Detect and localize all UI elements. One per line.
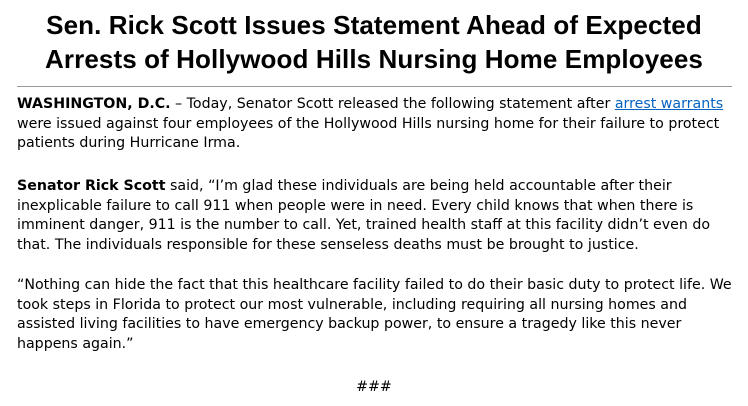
paragraph-intro bbox=[17, 95, 739, 154]
divider bbox=[17, 86, 732, 87]
intro-text-before-link: – Today, Senator Scott released the following statement after bbox=[170, 96, 615, 112]
intro-text-after-link: were issued against four employees of the Hollywood Hills nursing home for their failure to protect patients during Hurricane Irma. bbox=[17, 115, 720, 151]
paragraph-quote-2 bbox=[17, 276, 739, 354]
end-mark: ### bbox=[356, 379, 392, 395]
arrest-warrants-link[interactable]: arrest warrants bbox=[614, 96, 724, 112]
speaker-name: Senator Rick Scott bbox=[17, 178, 166, 194]
page-title bbox=[0, 8, 748, 76]
quote-2-text: “Nothing can hide the fact that this healthcare facility failed to do their basic duty to protect life. We took steps in Florida to protect our most vulnerable, including requiring all nursing homes and assisted living facilities to have emergency backup power, to ensure a tragedy like this never happens again.” bbox=[17, 277, 732, 352]
paragraph-quote-1 bbox=[17, 177, 739, 255]
headline-line-1: Sen. Rick Scott Issues Statement Ahead of Expected bbox=[46, 10, 702, 40]
headline-line-2: Arrests of Hollywood Hills Nursing Home Employees bbox=[45, 44, 703, 74]
dateline: WASHINGTON, D.C. bbox=[17, 96, 171, 112]
quote-1-text: said, “I’m glad these individuals are being held accountable after their inexplicable failure to call 911 when people were in need. Every child knows that when there is imminent danger, 911 is the number to call. Yet, trained health staff at this facility didn’t even do that. The individuals responsible for these senseless deaths must be brought to justice. bbox=[17, 178, 711, 253]
